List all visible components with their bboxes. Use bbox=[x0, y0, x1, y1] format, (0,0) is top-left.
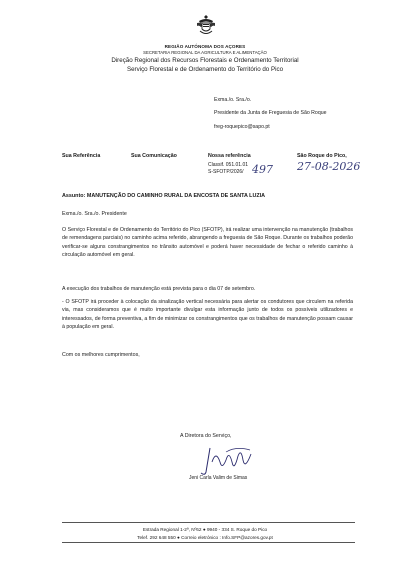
letter-greeting: Exma./o. Sra./o. Presidente bbox=[62, 211, 127, 217]
your-reference-label: Sua Referência bbox=[62, 153, 101, 159]
your-communication-label: Sua Comunicação bbox=[131, 153, 177, 159]
azores-coat-of-arms-icon bbox=[195, 14, 217, 36]
service-name: Serviço Florestal e de Ordenamento do Território do Pico bbox=[126, 66, 284, 73]
classification-code: Classif. 051.01.01 bbox=[208, 162, 249, 168]
place-label: São Roque do Pico, bbox=[297, 153, 347, 159]
signatory-name: Jeni Carla Valim de Simas bbox=[189, 475, 248, 481]
addressee-salutation: Exma./o. Sra./o. bbox=[214, 97, 252, 103]
footer-address: Estrada Regional 1-2ª, Nº62 ● 9940 - 334 S. Roque do Pico bbox=[142, 527, 268, 532]
footer-divider-top bbox=[62, 522, 355, 523]
signatory-title: A Diretora do Serviço, bbox=[180, 433, 232, 439]
letter-closing: Com os melhores cumprimentos, bbox=[62, 352, 140, 358]
handwritten-reference-number: 497 bbox=[252, 163, 273, 176]
footer-divider-bottom bbox=[62, 542, 355, 543]
directorate-name: Direção Regional dos Recursos Florestais e Ordenamento Territorial bbox=[111, 57, 299, 64]
addressee-title: Presidente da Junta de Freguesia de São Roque bbox=[214, 110, 327, 116]
handwritten-signature-icon bbox=[196, 442, 258, 478]
letter-subject: Assunto: MANUTENÇÃO DO CAMINHO RURAL DA ENCOSTA DE SANTA LUZIA bbox=[62, 193, 266, 199]
addressee-email: freg-roquepico@sapo.pt bbox=[214, 124, 270, 130]
footer-contacts: Telef. 292 648 550 ● Correio eletrónico : Info.SFP@azores.gov.pt bbox=[137, 535, 273, 540]
body-paragraph-2: A execução dos trabalhos de manutenção está prevista para o dia 07 de setembro. bbox=[62, 286, 256, 292]
document-reference: S-SFOTP/2026/ bbox=[208, 169, 244, 175]
region-name: REGIÃO AUTÓNOMA DOS AÇORES bbox=[164, 44, 246, 49]
body-paragraph-1: O Serviço Florestal e de Ordenamento do Território do Pico (SFOTP), irá realizar uma intervenção na manutenção (trabalhos de remendagens parciais) no caminho acima referido, abrangendo a freguesia de São Roque. Durante os trabalhos poderão verificar-se alguns constrangimentos no trânsito automóvel e poderá haver necessidade de fechar o referido caminho à circulação automóvel em geral. bbox=[62, 227, 353, 258]
handwritten-date: 27-08-2026 bbox=[297, 160, 361, 173]
secretariat-name: SECRETARIA REGIONAL DA AGRICULTURA E ALIMENTAÇÃO bbox=[143, 50, 267, 55]
our-reference-label: Nossa referência bbox=[208, 153, 251, 159]
body-paragraph-3: - O SFOTP irá proceder à colocação da sinalização vertical necessária para alertar os condutores que circulem na referida via, mas consideramos que é muito importante divulgar esta informação junto de todos os possíveis utilizadores e interessados, de forma preventiva, a fim de minimizar os constrangimentos que os trabalhos de manutenção possam causar à população em geral. bbox=[62, 299, 353, 330]
